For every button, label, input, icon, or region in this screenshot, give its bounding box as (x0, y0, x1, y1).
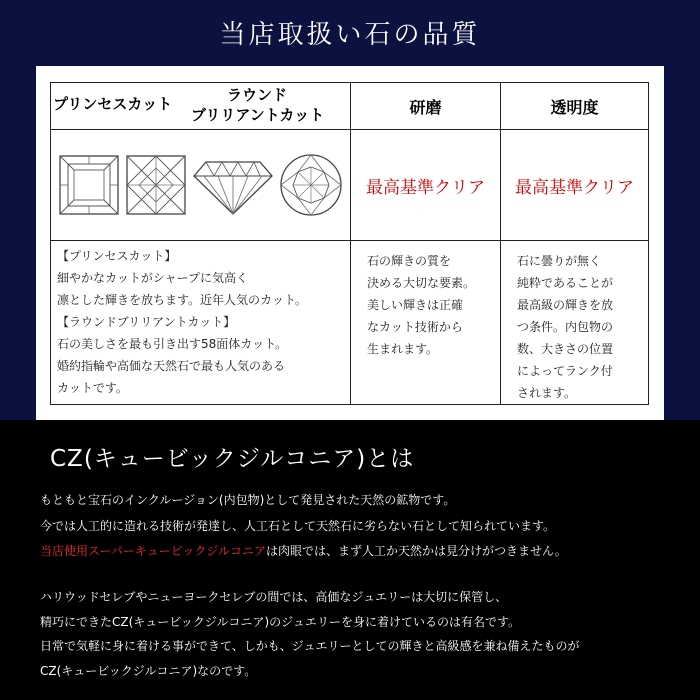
cz-line-7: CZ(キュービックジルコニア)なのです。 (40, 664, 257, 678)
desc-cut-line: 婚約指輪や高価な天然石で最も人気のある (57, 359, 286, 373)
grade-clarity: 最高基準クリア (515, 177, 634, 198)
desc-clarity-line: 最高級の輝きを放 (517, 298, 614, 312)
desc-polish-line: 石の輝きの質を (367, 254, 452, 268)
desc-cut-line: 石の美しさを最も引き出す58面体カット。 (57, 337, 288, 351)
header-round-line2: ブリリアントカット (191, 106, 325, 124)
round-top-icon (279, 153, 343, 217)
desc-cut-line: 【プリンセスカット】 (57, 249, 177, 263)
description-row (51, 241, 649, 405)
table-header-row (51, 83, 649, 130)
page-title: 当店取扱い石の品質 (219, 19, 481, 50)
grade-clarity-cell (501, 130, 649, 241)
header-clarity: 透明度 (550, 97, 599, 117)
desc-cut-line: カットです。 (57, 381, 128, 395)
header-cut (51, 83, 351, 130)
desc-polish-line: 美しい輝きは正確 (367, 298, 464, 312)
quality-table (50, 82, 649, 405)
princess-side-icon (125, 154, 187, 216)
header-polish-cell (351, 83, 501, 130)
cz-heading: CZ(キュービックジルコニア)とは (50, 446, 415, 472)
desc-cut-line: 凛とした輝きを放ちます。近年人気のカット。 (57, 293, 307, 307)
desc-cut-cell (51, 241, 351, 405)
grade-polish: 最高基準クリア (366, 177, 485, 198)
header-polish: 研磨 (409, 97, 442, 117)
cz-line-6: 日常で気軽に身に着ける事ができて、しかも、ジュエリーとしての輝きと高級感を兼ね備えたものが (40, 639, 580, 653)
header-princess-cut: プリンセスカット (53, 95, 173, 113)
grade-polish-cell (351, 130, 501, 241)
cz-line-4: ハリウッドセレブやニューヨークセレブの間では、高価なジュエリーは大切に保管し、 (40, 590, 508, 604)
round-side-icon (192, 154, 274, 216)
cz-line-3 (40, 542, 567, 559)
cz-line-3-highlight: 当店使用スーパーキュービックジルコニア (40, 544, 267, 558)
header-clarity-cell (501, 83, 649, 130)
cz-line-2: 今では人工的に造れる技術が発達し、人工石として天然石に劣らない石として知られています。 (40, 519, 556, 533)
gem-row (51, 130, 649, 241)
desc-clarity-line: 石に曇りが無く (517, 254, 602, 268)
desc-clarity-cell (501, 241, 649, 405)
desc-cut-line: 細やかなカットがシャープに気高く (57, 271, 249, 285)
desc-polish-line: 決める大切な要素。 (367, 276, 476, 290)
desc-clarity-line: つ条件。内包物の (517, 320, 614, 334)
desc-clarity-line: 数、大きさの位置 (517, 342, 614, 356)
desc-polish-line: なカット技術から (367, 320, 463, 334)
gem-illustrations-cell (51, 130, 351, 241)
desc-clarity-line: によってランク付 (517, 364, 613, 378)
quality-card (36, 66, 664, 420)
desc-clarity-line: されます。 (517, 386, 577, 400)
header-round-line1: ラウンド (227, 86, 288, 104)
desc-cut-line: 【ラウンドブリリアントカット】 (57, 315, 236, 329)
cz-section (0, 420, 700, 700)
desc-polish-cell (351, 241, 501, 405)
desc-polish-line: 生まれます。 (367, 342, 439, 356)
cz-line-1: もともと宝石のインクルージョン(内包物)として発見された天然の鉱物です。 (40, 493, 456, 507)
desc-clarity-line: 純粋であることが (517, 276, 614, 290)
princess-top-icon (58, 154, 120, 216)
cz-line-5: 精巧にできたCZ(キュービックジルコニア)のジュエリーを身に着けているのは有名です。 (40, 615, 520, 629)
cz-line-3-rest: は肉眼では、まず人工か天然かは見分けがつきません。 (266, 544, 567, 558)
